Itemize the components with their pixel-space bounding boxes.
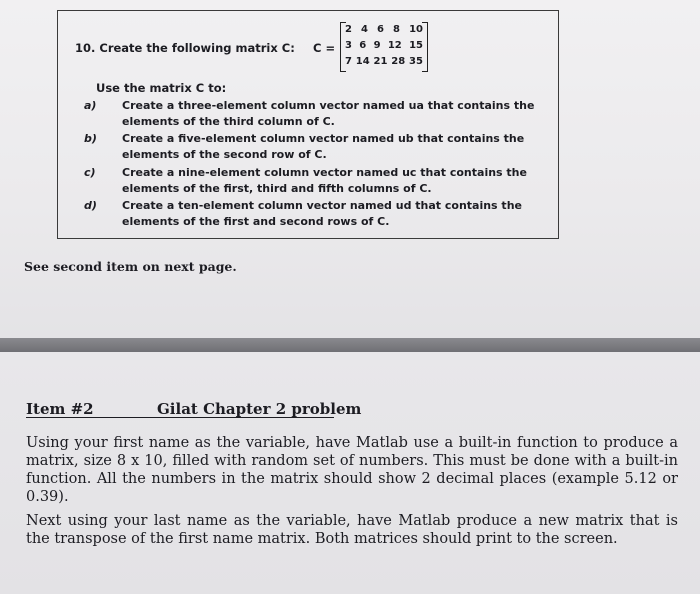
page-divider	[0, 338, 700, 352]
task-c	[84, 165, 554, 197]
task-letter: b)	[84, 132, 97, 145]
task-d	[84, 198, 554, 230]
item-title: Gilat Chapter 2 problem	[157, 400, 362, 418]
matrix-cell: 8	[393, 24, 401, 35]
task-text: Create a five-element column vector named ub that contains the elements of the second row of C.	[122, 132, 525, 161]
matrix-c	[340, 22, 428, 72]
problem-intro: Use the matrix C to:	[96, 81, 227, 95]
matrix-cell: 9	[373, 40, 381, 51]
item-paragraph: Next using your last name as the variable, have Matlab produce a new matrix that is the transpose of the first name matrix. Both matrices should print to the screen.	[26, 513, 678, 547]
matrix-label: C =	[313, 41, 336, 55]
problem-heading: 10. Create the following matrix C:	[75, 41, 295, 55]
item-label: Item #2	[26, 400, 94, 418]
task-b	[84, 131, 554, 163]
task-text: Create a three-element column vector named ua that contains the elements of the third column of C.	[122, 99, 535, 128]
matrix-cell: 7	[345, 56, 352, 67]
matrix-cell: 35	[409, 56, 423, 67]
matrix-cell: 3	[345, 40, 352, 51]
matrix-cell: 10	[409, 24, 423, 35]
matrix-cell: 4	[361, 24, 368, 35]
matrix-cell: 2	[345, 24, 352, 35]
task-a	[84, 98, 554, 130]
matrix-row	[341, 22, 427, 38]
task-letter: c)	[84, 166, 96, 179]
matrix-cell: 21	[373, 56, 388, 67]
task-letter: d)	[84, 199, 97, 212]
matrix-row	[341, 38, 427, 54]
matrix-row	[341, 54, 427, 70]
matrix-cell: 6	[377, 24, 384, 35]
task-text: Create a nine-element column vector named uc that contains the elements of the first, third and fifth columns of C.	[122, 166, 527, 195]
item-paragraph: Using your first name as the variable, have Matlab use a built-in function to produce a matrix, size 8 x 10, filled with random set of numbers. This must be done with a built-in function. All the numbers in the matrix should show 2 decimal places (example 5.12 or 0.39).	[26, 435, 678, 505]
task-letter: a)	[84, 99, 97, 112]
assignment-page	[0, 352, 700, 594]
matrix-cell: 15	[409, 40, 423, 51]
task-text: Create a ten-element column vector named ud that contains the elements of the first and second rows of C.	[122, 199, 522, 228]
matrix-cell: 28	[391, 56, 406, 67]
matrix-cell: 6	[359, 40, 367, 51]
problem-10-box	[57, 10, 559, 239]
matrix-cell: 12	[387, 40, 402, 51]
matrix-cell: 14	[355, 56, 370, 67]
see-next-note: See second item on next page.	[24, 259, 237, 274]
